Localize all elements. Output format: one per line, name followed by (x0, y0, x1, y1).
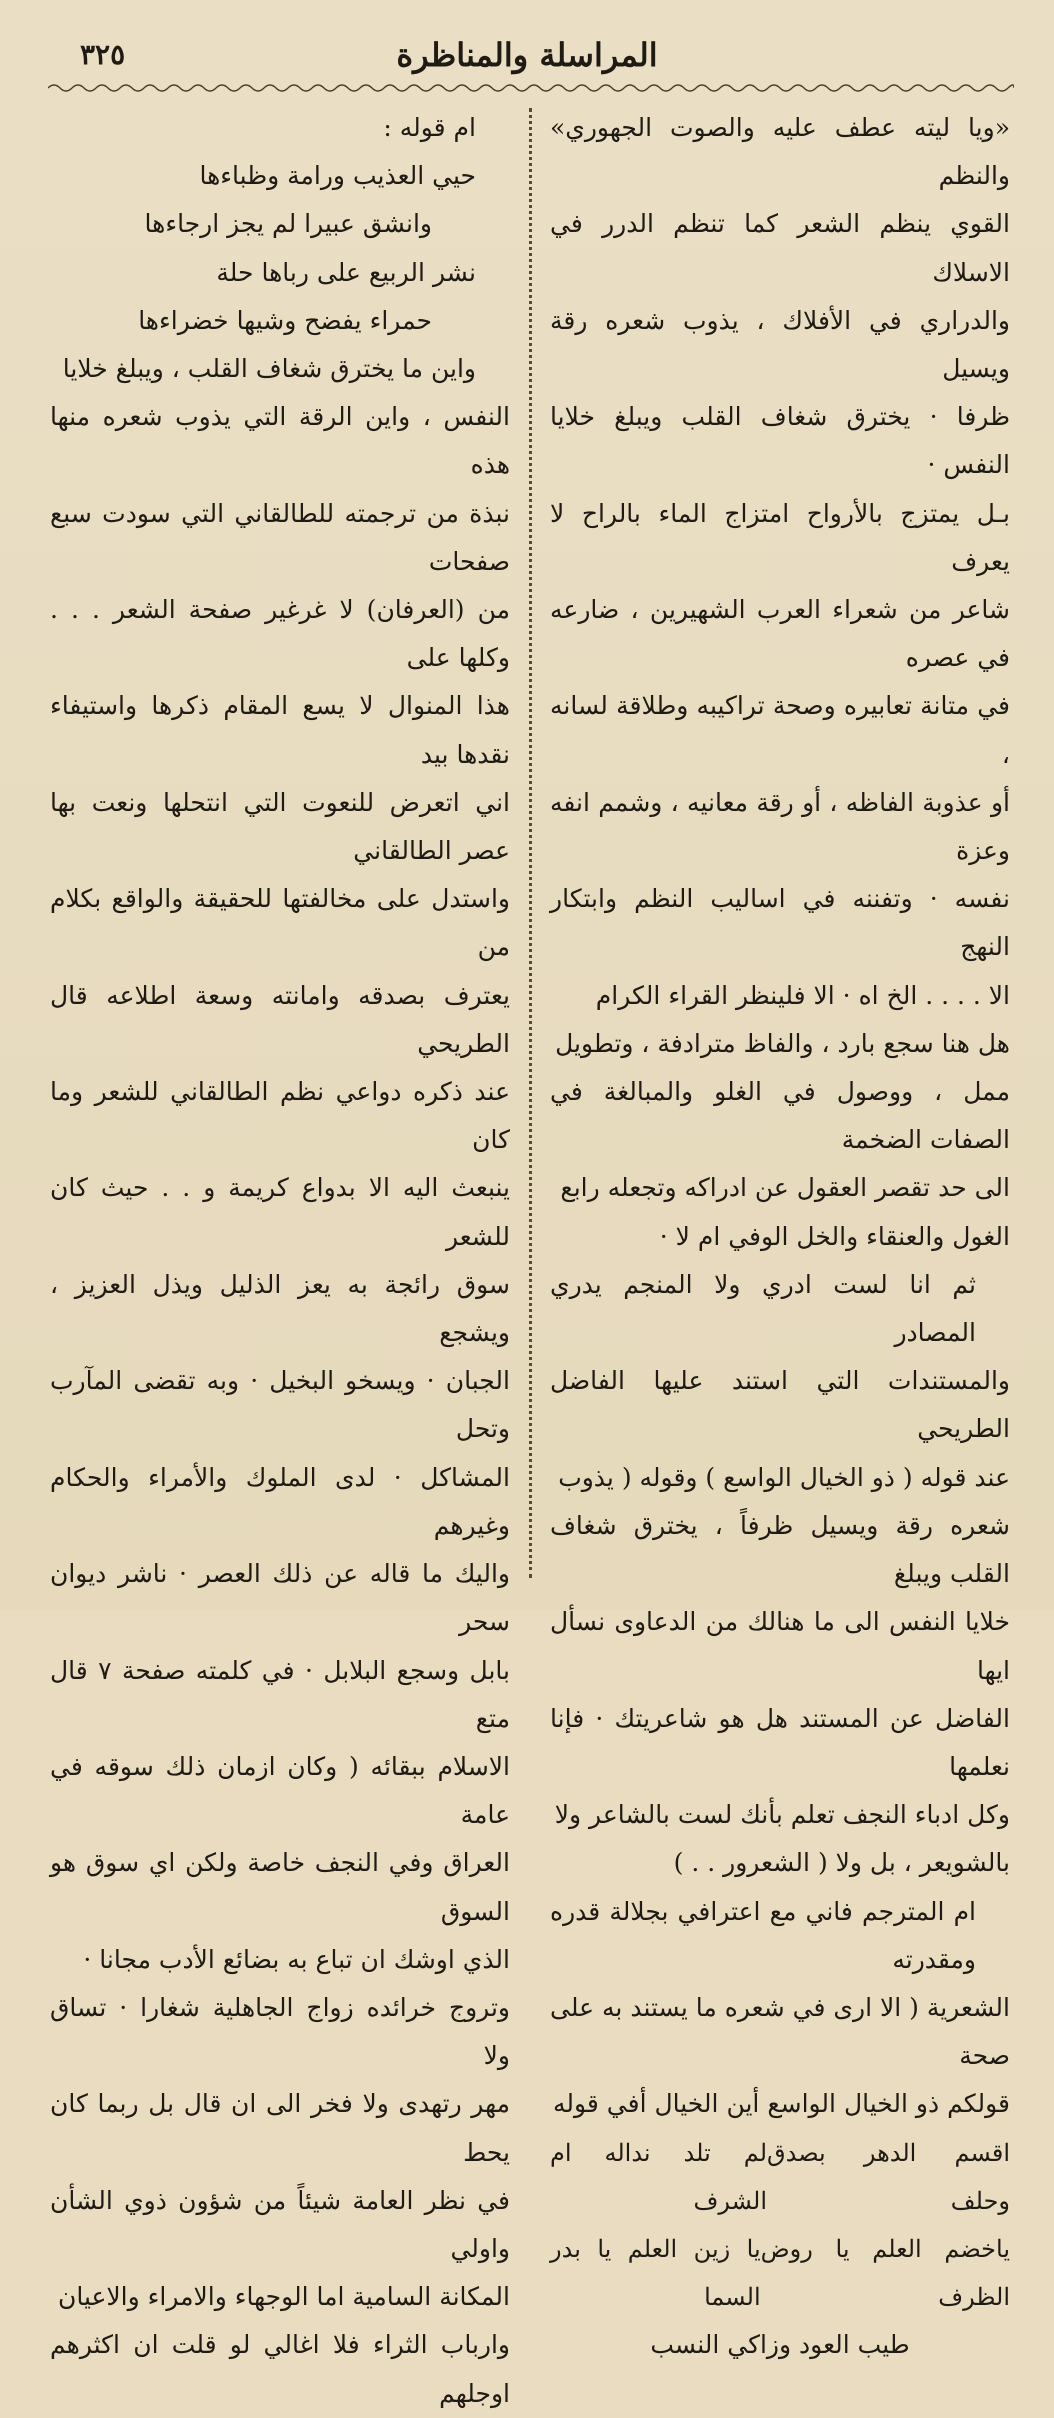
column-divider (529, 108, 532, 1578)
text-line: واستدل على مخالفتها للحقيقة والواقع بكلام من (50, 884, 510, 962)
verse-hemistich: اقسم الدهر بصدق وحلف (767, 2138, 1010, 2215)
text-line: ام قوله : (383, 113, 476, 142)
text-line: شاعر من شعراء العرب الشهيرين ، ضارعه في عصره (550, 595, 1010, 673)
text-line: هل هنا سجع بارد ، والفاظ مترادفة ، وتطويل (555, 1028, 1010, 1058)
text-line: الجبان · ويسخو البخيل · وبه تقضى المآرب وتحل (50, 1366, 510, 1444)
text-line: والدراري في الأفلاك ، يذوب شعره رقة ويسيل (550, 305, 1010, 384)
text-line: وتروج خرائده زواج الجاهلية شغارا · تساق ولا (50, 1992, 510, 2071)
text-line: سوق رائجة به يعز الذليل ويذل العزيز ، ويشجع (50, 1269, 510, 1348)
text-line: وكل ادباء النجف تعلم بأنك لست بالشاعر ولا (554, 1800, 1010, 1830)
text-line: بالشويعر ، بل ولا ( الشعرور . . ) (673, 1848, 1010, 1878)
text-line: ظرفا · يخترق شغاف القلب ويبلغ خلايا النفس · (550, 402, 1010, 480)
text-line: في نظر العامة شيئاً من شؤون ذوي الشأن واولي (50, 2185, 510, 2263)
page-number: ٣٢٥ (80, 38, 126, 71)
text-line: المكانة السامية اما الوجهاء والامراء والاعيان (57, 2282, 510, 2312)
text-line: الشعرية ( الا ارى في شعره ما يستند به على صحة (550, 1992, 1010, 2071)
text-line: الفاضل عن المستند هل هو شاعريتك · فإنا نعلمها (550, 1703, 1010, 1781)
left-column (50, 104, 510, 2408)
text-line: واين ما يخترق شغاف القلب ، ويبلغ خلايا (62, 354, 476, 384)
verse-line: طيب العود وزاكي النسب (650, 2330, 910, 2360)
text-line: المشاكل · لدى الملوك والأمراء والحكام وغيرهم (50, 1462, 510, 1540)
text-line: والمستندات التي استند عليها الفاضل الطريحي (550, 1366, 1010, 1444)
verse-hemistich: ياخضم العلم يا روض الظرف (760, 2234, 1010, 2312)
wavy-header-rule (48, 82, 1014, 94)
text-line: خلايا النفس الى ما هنالك من الدعاوى نسأل ايها (550, 1607, 1010, 1685)
verse-line: نشر الربيع على رباها حلة (216, 257, 476, 287)
text-line: الا . . . . الخ اه · الا فلينظر القراء الكرام (595, 980, 1010, 1010)
text-line: الى حد تقصر العقول عن ادراكه وتجعله رابع (560, 1173, 1010, 1203)
text-line: ثم انا لست ادري ولا المنجم يدري المصادر (550, 1269, 976, 1348)
text-line: العراق وفي النجف خاصة ولكن اي سوق هو السوق (50, 1848, 510, 1926)
text-line: نفسه · وتفننه في اساليب النظم وابتكار النهج (550, 884, 1010, 962)
text-line: شعره رقة ويسيل ظرفاً ، يخترق شغاف القلب ويبلغ (550, 1510, 1010, 1589)
verse-line: حيي العذيب ورامة وظباءها (199, 161, 476, 191)
text-line: ينبعث اليه الا بدواع كريمة و . . حيث كان للشعر (50, 1173, 510, 1251)
text-line: الاسلام ببقائه ( وكان ازمان ذلك سوقه في عامة (50, 1751, 510, 1830)
text-line: نبذة من ترجمته للطالقاني التي سودت سبع صفحات (50, 498, 510, 576)
right-column (550, 104, 1010, 2360)
running-title: المراسلة والمناظرة (396, 36, 658, 74)
text-line: بابل وسجع البلابل · في كلمته صفحة ٧ قال متع (50, 1655, 510, 1733)
text-line: قولكم ذو الخيال الواسع أين الخيال أفي قوله (552, 2089, 1010, 2119)
text-line: الغول والعنقاء والخل الوفي ام لا · (659, 1221, 1010, 1251)
text-line: الذي اوشك ان تباع به بضائع الأدب مجانا · (83, 1944, 510, 1974)
text-line: أو عذوبة الفاظه ، أو رقة معانيه ، وشمم انفه وعزة (550, 787, 1010, 866)
text-line: وارباب الثراء فلا اغالي لو قلت ان اكثرهم اوجلهم (50, 2330, 510, 2408)
text-line: «ويا ليته عطف عليه والصوت الجهوري» والنظم (550, 113, 1010, 191)
verse-hemistich: يا زين العلم يا بدر السما (550, 2234, 761, 2312)
text-line: يعترف بصدقه وامانته وسعة اطلاعه قال الطريحي (50, 980, 510, 1058)
text-line: عند قوله ( ذو الخيال الواسع ) وقوله ( يذوب (558, 1462, 1010, 1492)
text-line: في متانة تعابيره وصحة تراكيبه وطلاقة لسانه ، (550, 691, 1010, 769)
verse-line: حمراء يفضح وشيها خضراءها (138, 305, 432, 335)
text-line: بـل يمتزج بالأرواح امتزاج الماء بالراح لا يعرف (550, 498, 1010, 576)
text-line: ممل ، ووصول في الغلو والمبالغة في الصفات الضخمة (550, 1077, 1010, 1155)
two-column-body (50, 104, 1010, 2408)
text-line: ام المترجم فاني مع اعترافي بجلالة قدره ومقدرته (550, 1896, 976, 1974)
text-line: اني اتعرض للنعوت التي انتحلها ونعت بها عصر الطالقاني (50, 787, 510, 866)
verse-line (550, 2225, 1010, 2321)
text-line: من (العرفان) لا غرغير صفحة الشعر . . . وكلها على (50, 595, 510, 673)
verse-line (550, 2129, 1010, 2225)
text-line: عند ذكره دواعي نظم الطالقاني للشعر وما كان (50, 1077, 510, 1155)
text-line: النفس ، واين الرقة التي يذوب شعره منها هذه (50, 402, 510, 480)
text-line: مهر رتهدى ولا فخر الى ان قال بل ربما كان يحط (50, 2089, 510, 2167)
page-header (40, 28, 1014, 86)
text-line: القوي ينظم الشعر كما تنظم الدرر في الاسلاك (550, 209, 1010, 287)
text-line: هذا المنوال لا يسع المقام ذكرها واستيفاء نقدها بيد (50, 691, 510, 769)
verse-hemistich: لم تلد نداله ام الشرف (550, 2138, 767, 2215)
verse-line: وانشق عبيرا لم يجز ارجاءها (144, 209, 432, 239)
text-line: واليك ما قاله عن ذلك العصر · ناشر ديوان سحر (50, 1559, 510, 1637)
